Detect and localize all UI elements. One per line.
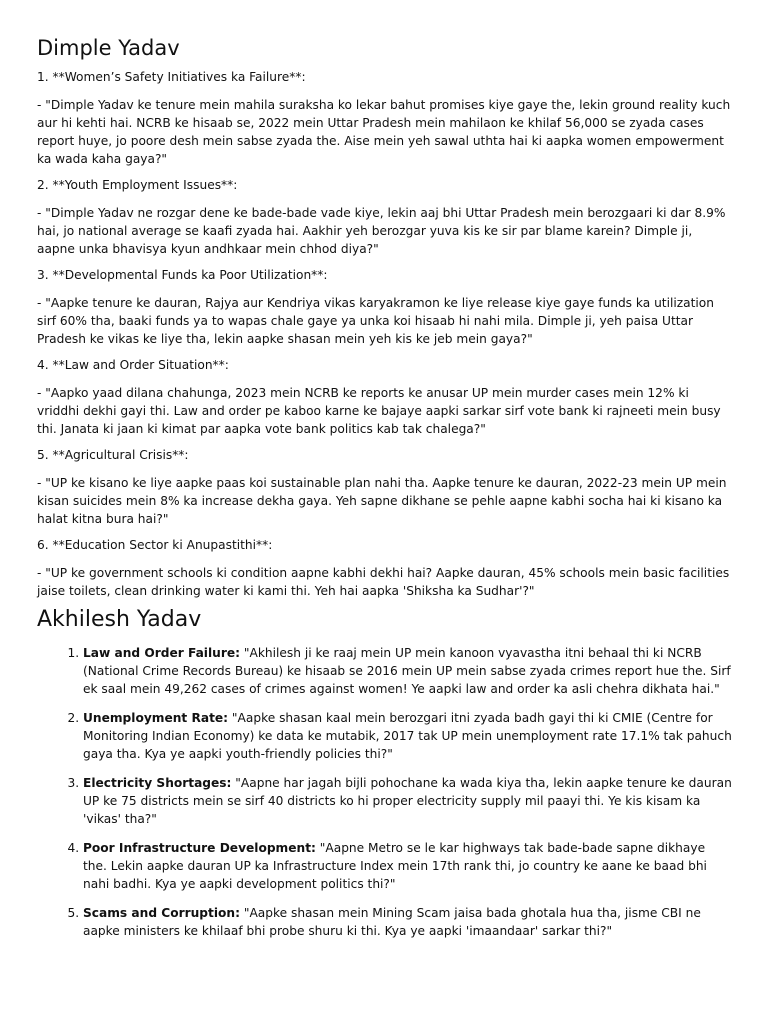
dimple-item-1-quote: - "Dimple Yadav ke tenure mein mahila suraksha ko lekar bahut promises kiye gaye the, lekin ground reality kuch aur hi kehti hai. NCRB ke hisaab se, 2022 mein Uttar Pradesh mein mahilaon ke khilaf 56,000 se zyada cases report huye, jo poore desh mein sabse zyada the. Aise mein yeh sawal uthta hai ki aapka women empowerment ka wada kaha gaya?" [37,98,731,166]
list-item [83,774,732,828]
dimple-item-4-quote: - "Aapko yaad dilana chahunga, 2023 mein NCRB ke reports ke anusar UP mein murder cases mein 12% ki vriddhi dekhi gayi thi. Law and order pe kaboo karne ke bajaye aapki sarkar sirf vote bank ki rajneeti mein busy thi. Janata ki jaan ki kimat par aapka vote bank politics kab tak chalega?" [37,386,721,436]
akhilesh-item-1-text: "Akhilesh ji ke raaj mein UP mein kanoon vyavastha itni behaal thi ki NCRB (National Crime Records Bureau) ke hisaab se 2016 mein UP mein sabse zyada crimes report hue the. Sirf ek saal mein 49,262 cases of crimes against women! Ye aapki law and order ka asli chehra dikhata hai." [83,646,731,696]
dimple-item-1-title: 1. **Women’s Safety Initiatives ka Failure**: [37,70,306,84]
list-item [83,644,732,698]
dimple-item-4-title: 4. **Law and Order Situation**: [37,358,229,372]
akhilesh-item-3-label: Electricity Shortages: [83,776,232,790]
akhilesh-item-3-text: "Aapne har jagah bijli pohochane ka wada kiya tha, lekin aapke tenure ke dauran UP ke 75 districts mein se sirf 40 districts ko hi proper electricity supply mil paayi thi. Ye kis kisam ka 'vikas' tha?" [83,776,732,826]
dimple-item-3-quote: - "Aapke tenure ke dauran, Rajya aur Kendriya vikas karyakramon ke liye release kiye gaye funds ka utilization sirf 60% tha, baaki funds ya to wapas chale gaye ya unka koi hisaab hi nahi mila. Dimple ji, yeh paisa Uttar Pradesh ke vikas ke liye tha, lekin aapke shasan mein yeh kis ke jeb mein gaya?" [37,296,714,346]
akhilesh-item-1-label: Law and Order Failure: [83,646,240,660]
akhilesh-item-2-text: "Aapke shasan kaal mein berozgari itni zyada badh gayi thi ki CMIE (Centre for Monitoring Indian Economy) ke data ke mutabik, 2017 tak UP mein unemployment rate 17.1% tak pahuch gaya tha. Kya ye aapki youth-friendly policies thi?" [83,711,732,761]
dimple-item-2-quote: - "Dimple Yadav ne rozgar dene ke bade-bade vade kiye, lekin aaj bhi Uttar Pradesh mein berozgaari ki dar 8.9% hai, jo national average se kaafi zyada hai. Aakhir yeh berozgar yuva kis ke sir par blame karein? Dimple ji, aapne unka bhavisya kyun andhkaar mein chhod diya?" [37,206,726,256]
dimple-item-2-title: 2. **Youth Employment Issues**: [37,178,238,192]
akhilesh-item-2-label: Unemployment Rate: [83,711,229,725]
dimple-item-6-title: 6. **Education Sector ki Anupastithi**: [37,538,273,552]
akhilesh-item-5-label: Scams and Corruption: [83,906,240,920]
list-item [83,904,732,940]
heading-akhilesh-yadav: Akhilesh Yadav [37,607,202,632]
dimple-item-3-title: 3. **Developmental Funds ka Poor Utilization**: [37,268,328,282]
akhilesh-item-5-text: "Aapke shasan mein Mining Scam jaisa bada ghotala hua tha, jisme CBI ne aapke ministers ke khilaaf bhi probe shuru ki thi. Kya ye aapki 'imaandaar' sarkar thi?" [83,906,701,938]
akhilesh-list [37,644,732,940]
akhilesh-item-4-label: Poor Infrastructure Development: [83,841,316,855]
dimple-item-6-quote: - "UP ke government schools ki condition aapne kabhi dekhi hai? Aapke dauran, 45% schools mein basic facilities jaise toilets, clean drinking water ki kami thi. Yeh hai aapka 'Shiksha ka Sudhar'?" [37,566,730,598]
dimple-item-5-quote: - "UP ke kisano ke liye aapke paas koi sustainable plan nahi tha. Aapke tenure ke dauran, 2022-23 mein UP mein kisan suicides mein 8% ka increase dekha gaya. Yeh sapne dikhane se pehle aapne kabhi socha hai ki kisano ka halat kitna bura hai?" [37,476,727,526]
list-item [83,709,732,763]
list-item [83,839,732,893]
akhilesh-item-4-text: "Aapne Metro se le kar highways tak bade-bade sapne dikhaye the. Lekin aapke dauran UP ka Infrastructure Index mein 17th rank thi, jo country ke aane ke baad bhi nahi badhi. Kya ye aapki development politics thi?" [83,841,707,891]
heading-dimple-yadav: Dimple Yadav [37,36,180,60]
dimple-item-5-title: 5. **Agricultural Crisis**: [37,448,189,462]
